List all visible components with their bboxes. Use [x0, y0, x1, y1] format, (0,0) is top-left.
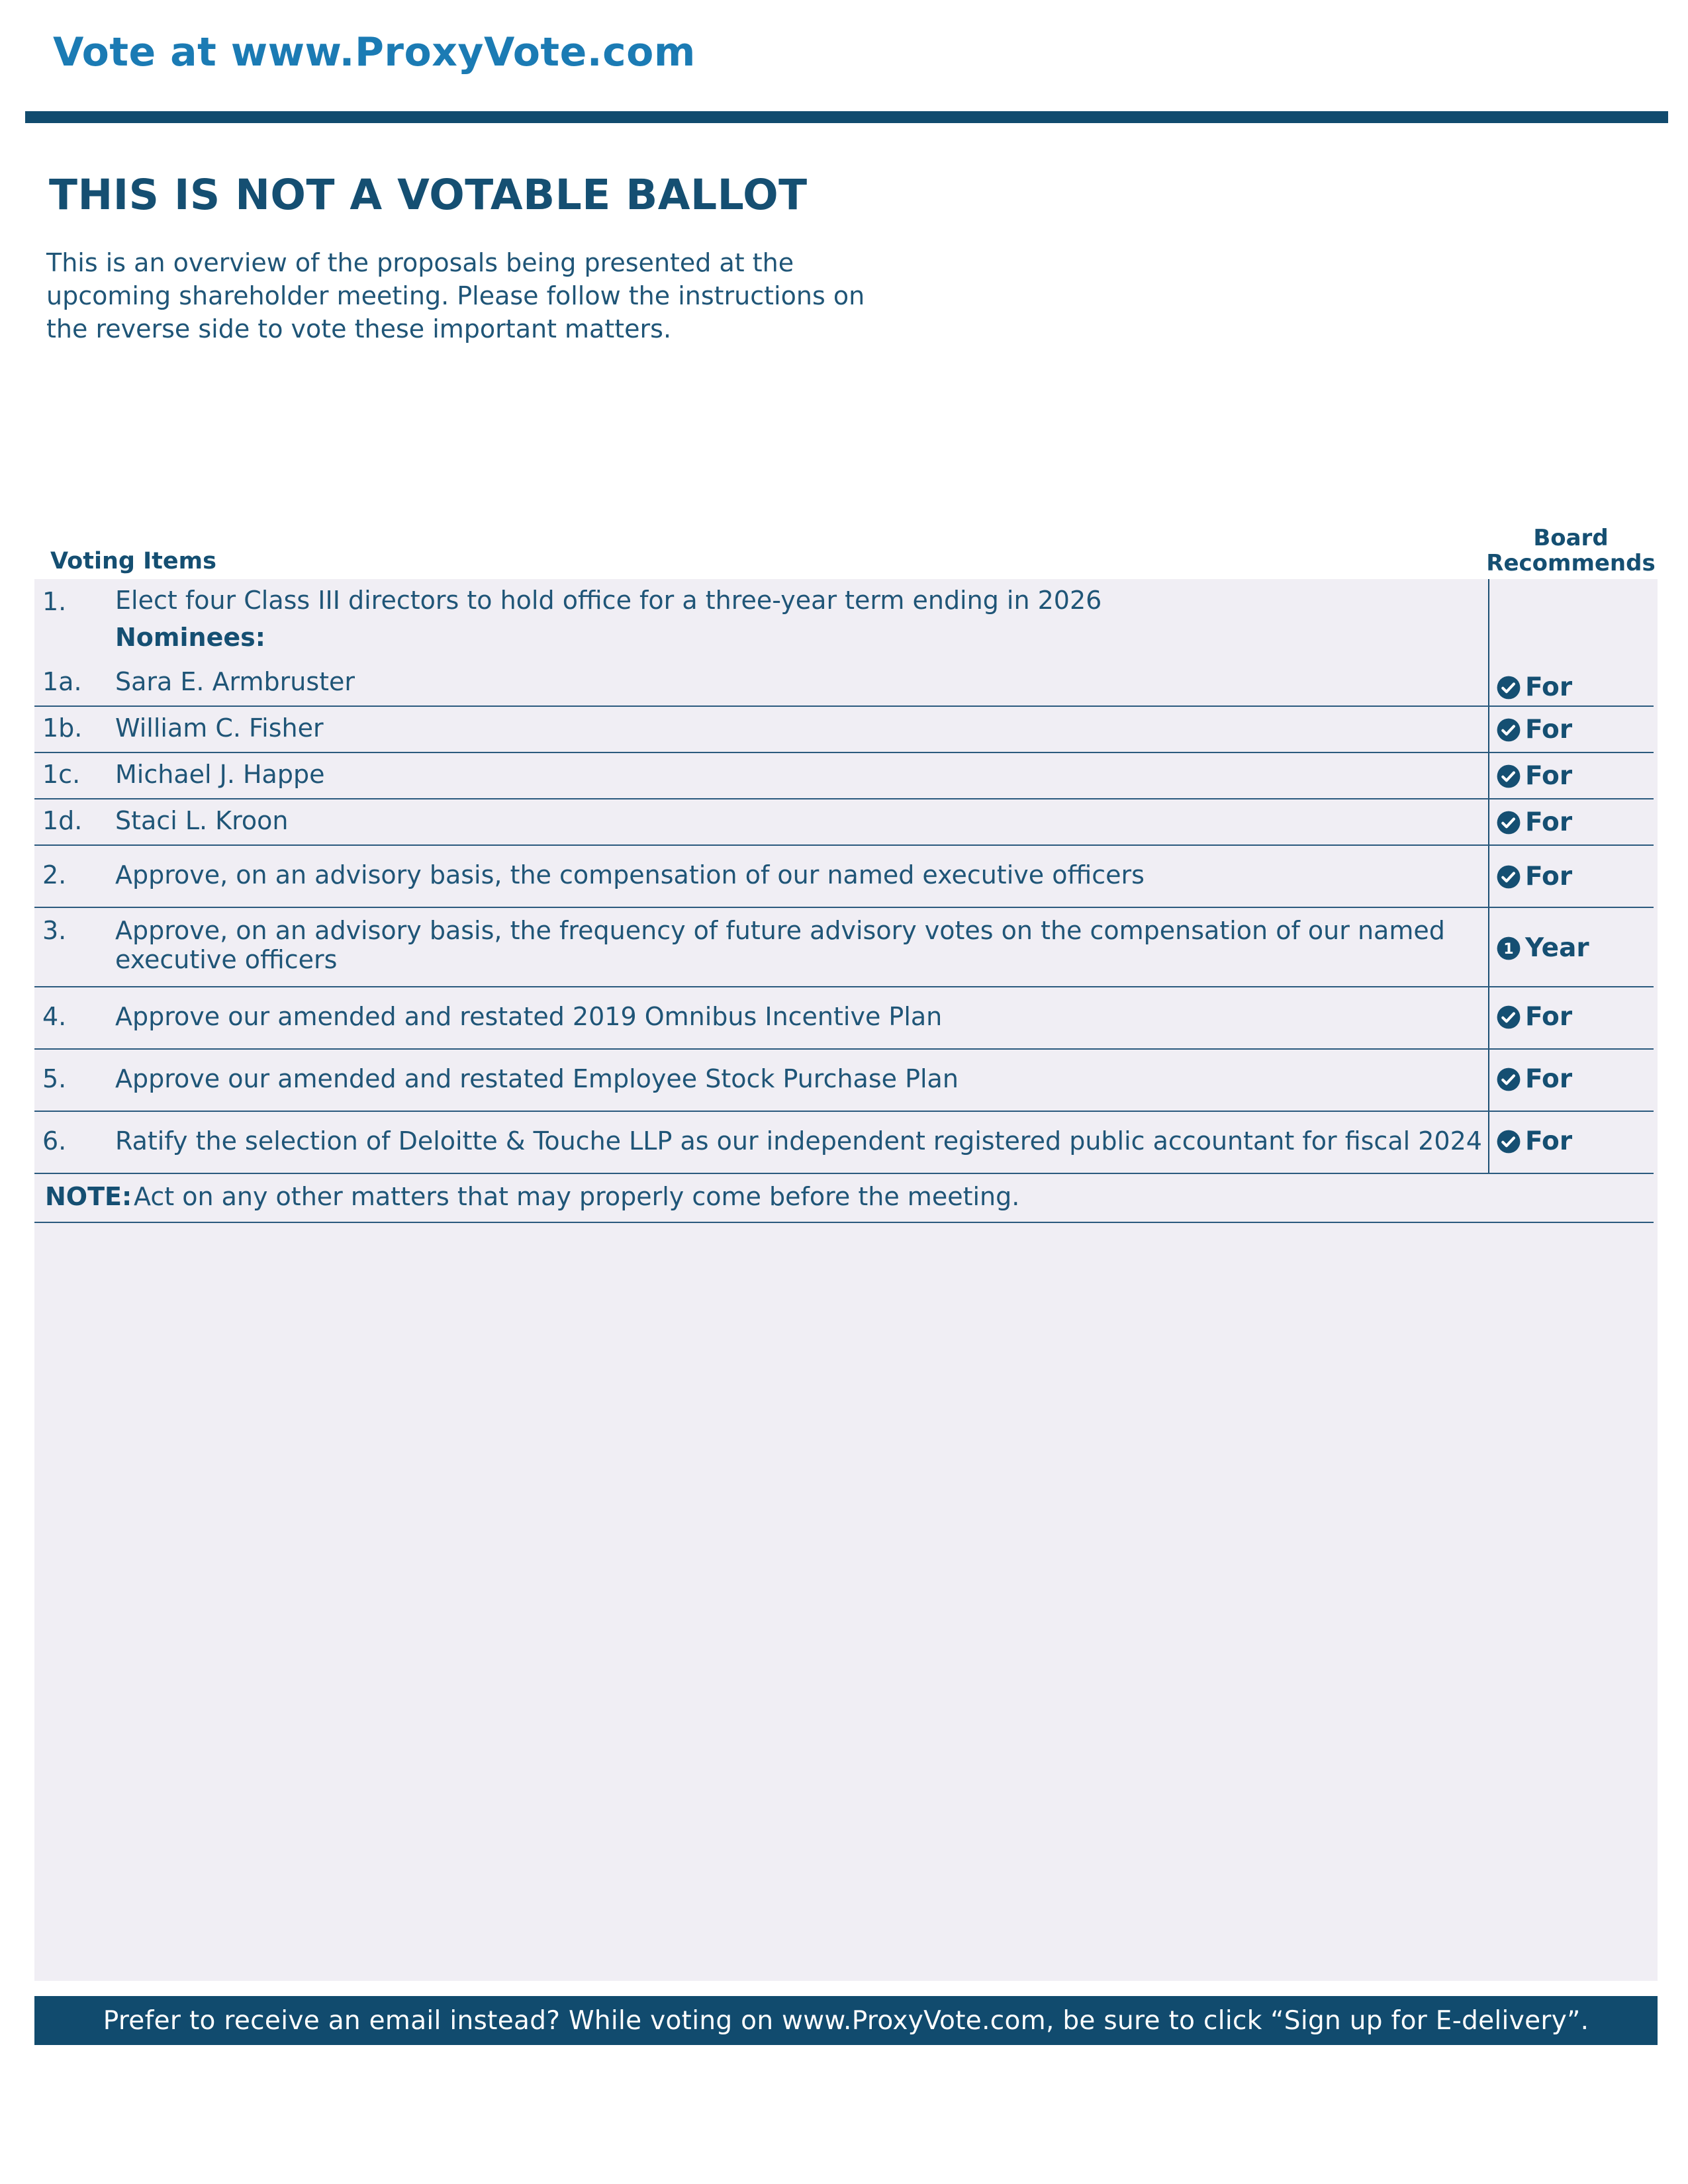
intro-paragraph: This is an overview of the proposals being presented at the upcoming shareholder meeting. Please follow the instructions on the reverse side to vote these important matters. — [46, 248, 865, 343]
item-number: 1a. — [42, 667, 82, 696]
check-circle-icon — [1496, 1005, 1521, 1030]
item-number: 1c. — [42, 760, 81, 789]
recommendation-label: For — [1525, 807, 1573, 837]
item-number: 1d. — [42, 806, 83, 835]
svg-text:1: 1 — [1503, 940, 1514, 958]
e-delivery-banner — [34, 1996, 1658, 2045]
recommendation — [1496, 807, 1572, 837]
recommendation — [1496, 933, 1589, 963]
recommendation-label: For — [1525, 1064, 1573, 1094]
item-text: Approve our amended and restated Employee Stock Purchase Plan — [115, 1064, 959, 1093]
recommendation — [1496, 1064, 1572, 1094]
recommendation — [1496, 1002, 1572, 1032]
item-number: 6. — [42, 1126, 67, 1156]
check-circle-icon — [1496, 717, 1521, 743]
check-circle-icon — [1496, 810, 1521, 835]
recommendation — [1496, 715, 1572, 745]
e-delivery-text: Prefer to receive an email instead? While voting on www.ProxyVote.com, be sure to click “Sign up for E-delivery”. — [103, 2005, 1589, 2036]
item-number: 4. — [42, 1002, 67, 1031]
recommendation-label: For — [1525, 1002, 1573, 1032]
recommendation — [1496, 862, 1572, 891]
check-circle-icon — [1496, 1129, 1521, 1154]
item-text: William C. Fisher — [115, 713, 324, 743]
voting-items-header: Voting Items — [50, 548, 216, 574]
note-row — [34, 1177, 1654, 1223]
table-row-item-1a — [34, 662, 1654, 707]
recommendation — [1496, 1126, 1572, 1156]
recommendation-label: For — [1525, 761, 1573, 791]
table-row-item-6 — [34, 1112, 1654, 1174]
table-row-item-2 — [34, 846, 1654, 908]
check-circle-icon — [1496, 1067, 1521, 1092]
recommendation-label: For — [1525, 1126, 1573, 1156]
table-row-item-1b — [34, 707, 1654, 753]
note-label: NOTE: — [45, 1182, 132, 1211]
note-text: Act on any other matters that may properly come before the meeting. — [134, 1182, 1020, 1211]
item-number: 3. — [42, 916, 67, 945]
item-text: Approve our amended and restated 2019 Omnibus Incentive Plan — [115, 1002, 943, 1031]
item-number: 2. — [42, 860, 67, 889]
recommendation — [1496, 672, 1572, 702]
recommendation-label: For — [1525, 715, 1573, 745]
check-circle-icon — [1496, 864, 1521, 889]
page-title: THIS IS NOT A VOTABLE BALLOT — [49, 171, 808, 219]
board-recommends-header: Board Recommends — [1486, 525, 1656, 576]
item-number: 5. — [42, 1064, 67, 1093]
table-row-item-4 — [34, 987, 1654, 1050]
item-text: Sara E. Armbruster — [115, 667, 355, 696]
proxyvote-header-link[interactable]: Vote at www.ProxyVote.com — [53, 29, 696, 75]
item-text: Approve, on an advisory basis, the compensation of our named executive officers — [115, 860, 1145, 889]
item-text: Ratify the selection of Deloitte & Touche LLP as our independent registered public accountant for fiscal 2024 — [115, 1126, 1482, 1156]
item-number: 1b. — [42, 713, 83, 743]
recommendation-label: Year — [1525, 933, 1589, 963]
nominees-label: Nominees: — [115, 623, 265, 652]
recommendation-label: For — [1525, 862, 1573, 891]
table-row-item-1d — [34, 799, 1654, 846]
item-text: Michael J. Happe — [115, 760, 325, 789]
item-text: Elect four Class III directors to hold office for a three-year term ending in 2026 — [115, 586, 1102, 615]
number-one-circle-icon — [1496, 936, 1521, 961]
check-circle-icon — [1496, 764, 1521, 789]
item-number: 1. — [42, 587, 67, 616]
table-row-item-1c — [34, 753, 1654, 799]
table-row-item-5 — [34, 1050, 1654, 1112]
recommendation-label: For — [1525, 672, 1573, 702]
table-row-item-3 — [34, 908, 1654, 987]
item-text: Approve, on an advisory basis, the frequency of future advisory votes on the compensation of our named executive officers — [115, 916, 1445, 974]
header-divider — [25, 111, 1668, 123]
check-circle-icon — [1496, 675, 1521, 700]
item-text: Staci L. Kroon — [115, 806, 289, 835]
recommendation — [1496, 761, 1572, 791]
